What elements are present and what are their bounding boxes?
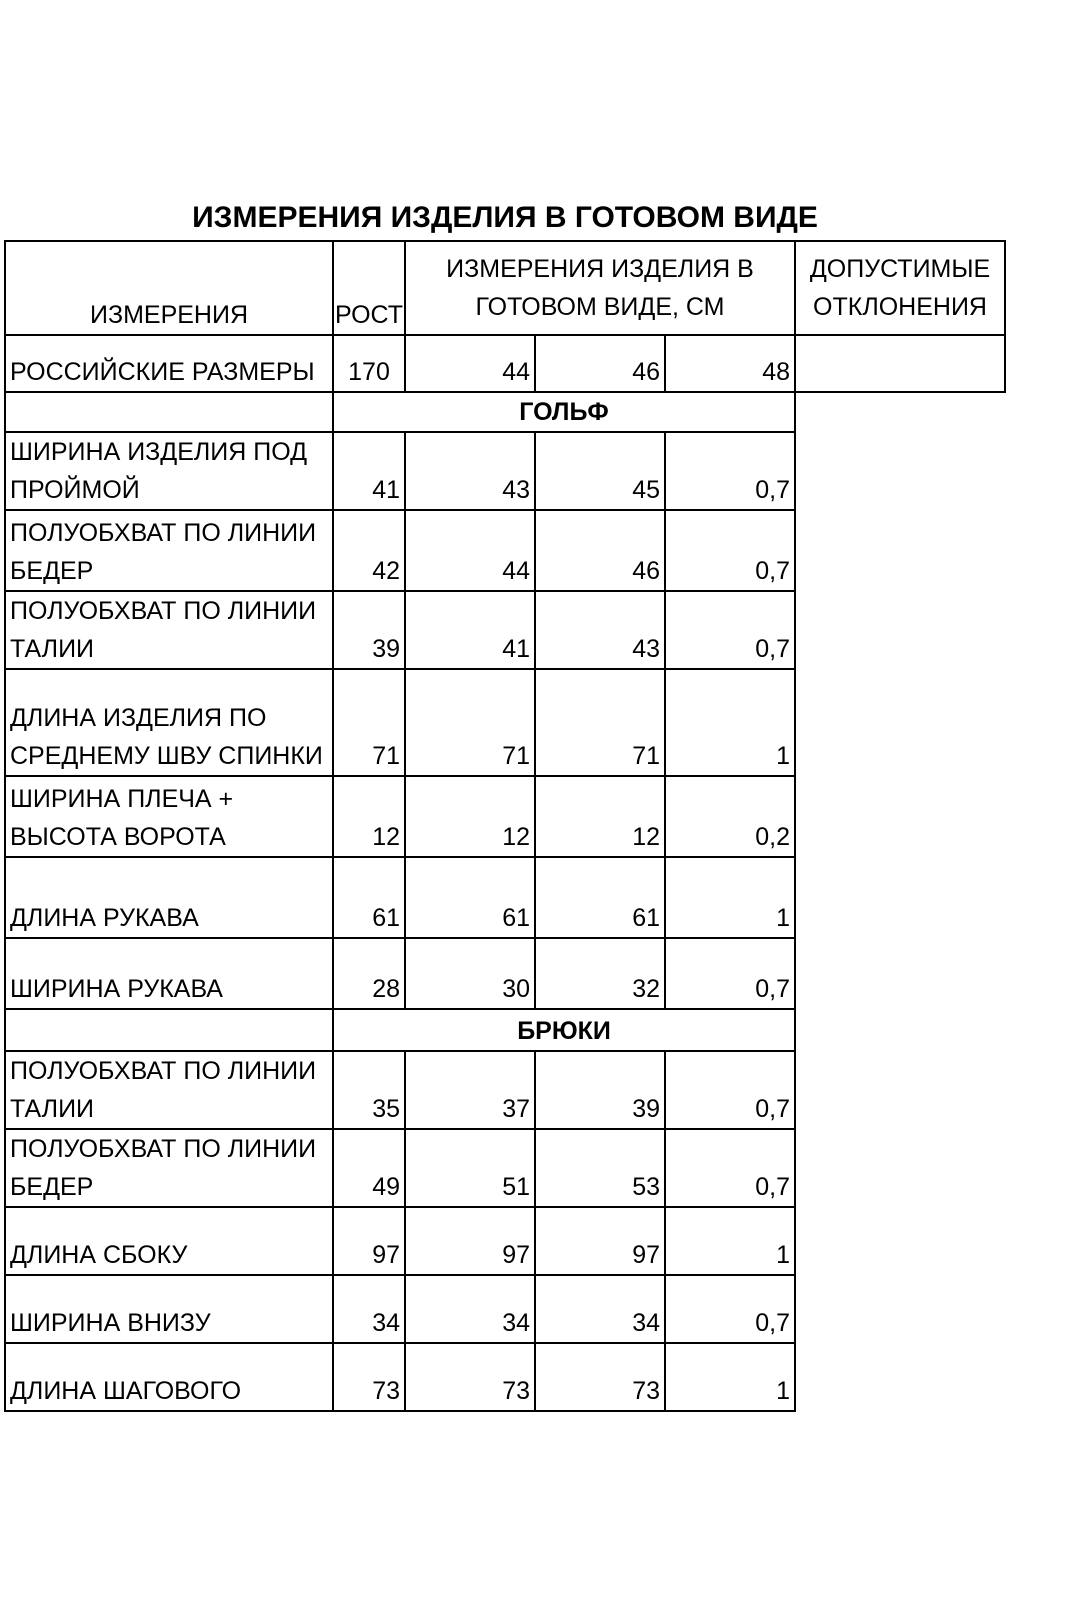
measurement-value: 32	[535, 938, 665, 1009]
measurement-value: 34	[405, 1275, 535, 1343]
measurement-value: 37	[405, 1051, 535, 1129]
measurement-label: ШИРИНА ВНИЗУ	[5, 1275, 333, 1343]
measurement-value: 43	[405, 432, 535, 510]
table-row	[5, 1343, 1005, 1411]
measurement-value: 71	[333, 669, 405, 776]
measurement-value: 51	[405, 1129, 535, 1207]
tolerance-value: 0,7	[665, 591, 795, 669]
section-header-row	[5, 1009, 1005, 1051]
measurement-label: ПОЛУОБХВАТ ПО ЛИНИИ БЕДЕР	[5, 1129, 333, 1207]
measurement-value: 28	[333, 938, 405, 1009]
tolerance-value: 0,7	[665, 1275, 795, 1343]
tolerance-value: 0,7	[665, 1129, 795, 1207]
empty-cell	[795, 335, 1005, 392]
measurement-value: 44	[405, 510, 535, 591]
table-row	[5, 1275, 1005, 1343]
measurement-label: ШИРИНА ПЛЕЧА + ВЫСОТА ВОРОТА	[5, 776, 333, 857]
table-row	[5, 591, 1005, 669]
measurement-value: 71	[535, 669, 665, 776]
measurement-value: 46	[535, 510, 665, 591]
tolerance-value: 1	[665, 669, 795, 776]
measurement-value: 73	[535, 1343, 665, 1411]
table-row	[5, 669, 1005, 776]
table-row	[5, 938, 1005, 1009]
size-table	[4, 240, 1006, 1412]
measurement-value: 61	[333, 857, 405, 938]
measurement-value: 42	[333, 510, 405, 591]
table-row	[5, 1051, 1005, 1129]
header-height: РОСТ	[333, 241, 405, 335]
measurement-value: 39	[535, 1051, 665, 1129]
measurement-value: 45	[535, 432, 665, 510]
measurement-value: 12	[405, 776, 535, 857]
measurement-label: ДЛИНА СБОКУ	[5, 1207, 333, 1275]
empty-cell	[5, 392, 333, 432]
measurement-value: 73	[405, 1343, 535, 1411]
sizes-row-label: РОССИЙСКИЕ РАЗМЕРЫ	[5, 335, 333, 392]
measurement-value: 12	[333, 776, 405, 857]
measurement-value: 53	[535, 1129, 665, 1207]
measurement-label: ДЛИНА РУКАВА	[5, 857, 333, 938]
tolerance-value: 1	[665, 857, 795, 938]
measurement-value: 49	[333, 1129, 405, 1207]
table-row	[5, 857, 1005, 938]
size-value: 46	[535, 335, 665, 392]
measurement-value: 61	[405, 857, 535, 938]
size-value: 44	[405, 335, 535, 392]
measurement-value: 71	[405, 669, 535, 776]
measurement-label: ШИРИНА РУКАВА	[5, 938, 333, 1009]
header-row	[5, 241, 1005, 335]
measurement-value: 35	[333, 1051, 405, 1129]
table-row	[5, 1129, 1005, 1207]
measurement-value: 41	[405, 591, 535, 669]
measurement-value: 61	[535, 857, 665, 938]
measurement-value: 73	[333, 1343, 405, 1411]
measurement-value: 12	[535, 776, 665, 857]
measurement-value: 30	[405, 938, 535, 1009]
measurement-value: 97	[405, 1207, 535, 1275]
tolerance-value: 1	[665, 1207, 795, 1275]
measurement-value: 39	[333, 591, 405, 669]
measurement-value: 41	[333, 432, 405, 510]
measurement-value: 97	[333, 1207, 405, 1275]
empty-cell	[5, 1009, 333, 1051]
section-header-row	[5, 392, 1005, 432]
tolerance-value: 0,7	[665, 1051, 795, 1129]
table-row	[5, 776, 1005, 857]
tolerance-value: 0,7	[665, 510, 795, 591]
size-value: 48	[665, 335, 795, 392]
table-row	[5, 510, 1005, 591]
height-value: 170	[333, 335, 405, 392]
tolerance-value: 0,7	[665, 432, 795, 510]
measurement-label: ШИРИНА ИЗДЕЛИЯ ПОД ПРОЙМОЙ	[5, 432, 333, 510]
section-title: БРЮКИ	[333, 1009, 795, 1051]
measurement-label: ДЛИНА ШАГОВОГО	[5, 1343, 333, 1411]
measurement-value: 43	[535, 591, 665, 669]
tolerance-value: 0,2	[665, 776, 795, 857]
measurement-value: 97	[535, 1207, 665, 1275]
measurement-value: 34	[333, 1275, 405, 1343]
section-title: ГОЛЬФ	[333, 392, 795, 432]
header-tolerance: ДОПУСТИМЫЕ ОТКЛОНЕНИЯ	[795, 241, 1005, 335]
measurement-label: ПОЛУОБХВАТ ПО ЛИНИИ ТАЛИИ	[5, 591, 333, 669]
measurement-value: 34	[535, 1275, 665, 1343]
sizes-row	[5, 335, 1005, 392]
table-title: ИЗМЕРЕНИЯ ИЗДЕЛИЯ В ГОТОВОМ ВИДЕ	[192, 201, 818, 234]
measurement-label: ДЛИНА ИЗДЕЛИЯ ПО СРЕДНЕМУ ШВУ СПИНКИ	[5, 669, 333, 776]
measurement-label: ПОЛУОБХВАТ ПО ЛИНИИ БЕДЕР	[5, 510, 333, 591]
measurement-label: ПОЛУОБХВАТ ПО ЛИНИИ ТАЛИИ	[5, 1051, 333, 1129]
header-measurements: ИЗМЕРЕНИЯ	[5, 241, 333, 335]
table-row	[5, 432, 1005, 510]
header-finished: ИЗМЕРЕНИЯ ИЗДЕЛИЯ В ГОТОВОМ ВИДЕ, СМ	[405, 241, 795, 335]
tolerance-value: 0,7	[665, 938, 795, 1009]
table-row	[5, 1207, 1005, 1275]
tolerance-value: 1	[665, 1343, 795, 1411]
